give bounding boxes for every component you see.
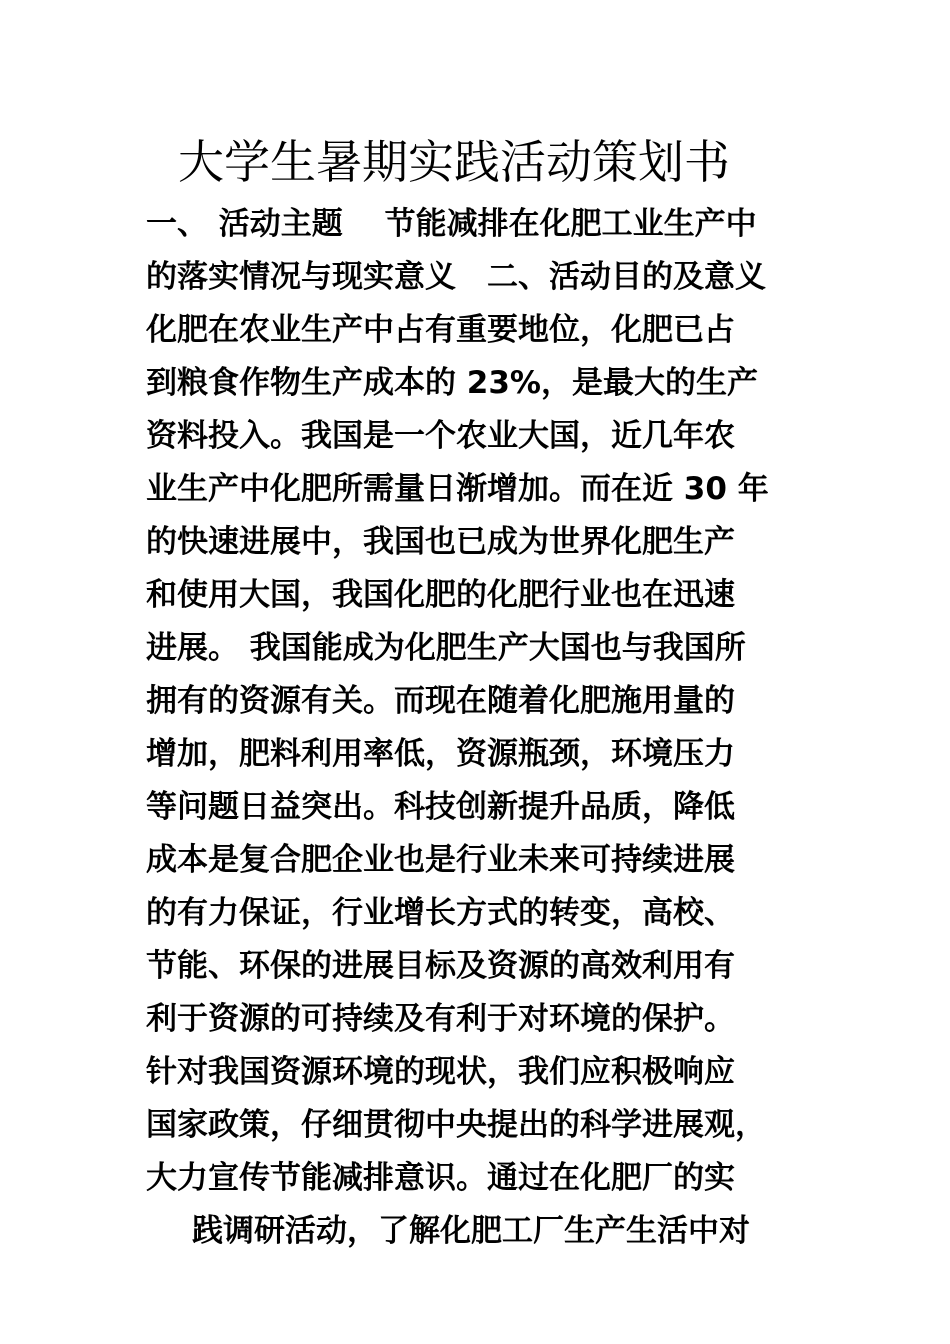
body-line: 节能、环保的进展目标及资源的高效利用有: [146, 948, 735, 984]
body-line: 拥有的资源有关。而现在随着化肥施用量的: [146, 683, 735, 719]
body-line: 业生产中化肥所需量日渐增加。而在近 30 年: [146, 471, 769, 507]
body-line: 进展。 我国能成为化肥生产大国也与我国所: [146, 630, 746, 666]
body-line: 大力宣传节能减排意识。通过在化肥厂的实: [146, 1160, 735, 1196]
body-line: 增加，肥料利用率低，资源瓶颈，环境压力: [146, 736, 735, 772]
body-line: 践调研活动，了解化肥工厂生产生活中对: [192, 1213, 750, 1249]
body-line: 化肥在农业生产中占有重要地位，化肥已占: [146, 312, 735, 348]
body-line: 的有力保证，行业增长方式的转变，高校、: [146, 895, 735, 931]
document-body: [146, 198, 826, 1258]
body-line: 的快速进展中，我国也已成为世界化肥生产: [146, 524, 735, 560]
body-line: 资料投入。我国是一个农业大国，近几年农: [146, 418, 735, 454]
body-line: 国家政策，仔细贯彻中央提出的科学进展观，: [146, 1107, 766, 1143]
body-line: 到粮食作物生产成本的 23%，是最大的生产: [146, 365, 758, 401]
body-line: 的落实情况与现实意义 二、活动目的及意义: [146, 259, 766, 295]
body-line: 利于资源的可持续及有利于对环境的保护。: [146, 1001, 735, 1037]
document-title: 大学生暑期实践活动策划书: [178, 135, 730, 189]
body-line: 等问题日益突出。科技创新提升品质，降低: [146, 789, 735, 825]
body-line: 成本是复合肥企业也是行业未来可持续进展: [146, 842, 735, 878]
body-line: 针对我国资源环境的现状，我们应积极响应: [146, 1054, 735, 1090]
body-line: 一、 活动主题 节能减排在化肥工业生产中: [146, 206, 757, 242]
body-line: 和使用大国，我国化肥的化肥行业也在迅速: [146, 577, 735, 613]
